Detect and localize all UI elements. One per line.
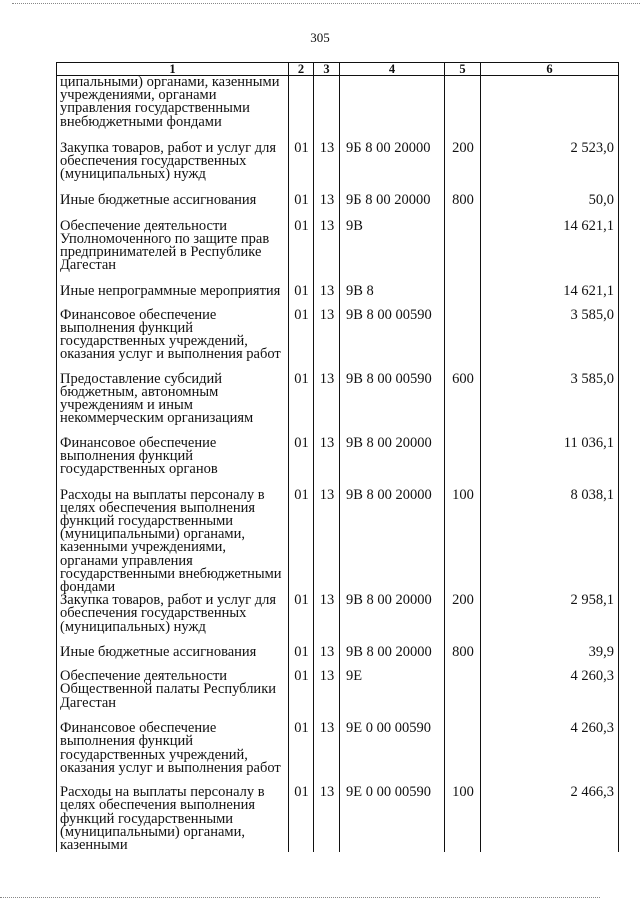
table-row bbox=[57, 489, 619, 595]
row-target-code: 9Е 0 00 00590 bbox=[340, 722, 445, 786]
row-subsection: 13 bbox=[314, 309, 340, 373]
row-section: 01 bbox=[289, 489, 314, 595]
row-expense-type: 200 bbox=[445, 142, 481, 194]
row-section: 01 bbox=[289, 309, 314, 373]
row-subsection: 13 bbox=[314, 670, 340, 722]
row-subsection: 13 bbox=[314, 594, 340, 646]
table-row bbox=[57, 76, 619, 142]
row-expense-type bbox=[445, 437, 481, 489]
row-expense-type bbox=[445, 220, 481, 285]
table-row bbox=[57, 194, 619, 220]
table-row bbox=[57, 646, 619, 670]
row-amount: 14 621,1 bbox=[481, 285, 619, 309]
row-amount: 2 958,1 bbox=[481, 594, 619, 646]
page-number: 305 bbox=[310, 30, 330, 45]
table-row bbox=[57, 786, 619, 852]
row-target-code: 9Б 8 00 20000 bbox=[340, 142, 445, 194]
table-row bbox=[57, 670, 619, 722]
row-description: Финансовое обеспечение выполнения функций государственных органов bbox=[57, 437, 289, 489]
row-subsection: 13 bbox=[314, 142, 340, 194]
row-subsection: 13 bbox=[314, 220, 340, 285]
row-description: Обеспечение деятельности Уполномоченного по защите прав предпринимателей в Республике Дагестан bbox=[57, 220, 289, 285]
row-subsection: 13 bbox=[314, 194, 340, 220]
table-row bbox=[57, 220, 619, 285]
table-row bbox=[57, 594, 619, 646]
header-col-5: 5 bbox=[445, 63, 481, 76]
table-row bbox=[57, 373, 619, 437]
row-description: Закупка товаров, работ и услуг для обеспечения государственных (муниципальных) нужд bbox=[57, 142, 289, 194]
row-description: Расходы на выплаты персоналу в целях обеспечения выполнения функций государственными (муниципальными) органами, казенными учреждениями, органами управления государственными внебюджетными фондами bbox=[57, 489, 289, 595]
row-section: 01 bbox=[289, 220, 314, 285]
row-target-code: 9В 8 00 00590 bbox=[340, 309, 445, 373]
row-amount: 39,9 bbox=[481, 646, 619, 670]
row-expense-type bbox=[445, 76, 481, 142]
header-col-1: 1 bbox=[57, 63, 289, 76]
row-expense-type bbox=[445, 670, 481, 722]
row-section: 01 bbox=[289, 646, 314, 670]
row-expense-type: 100 bbox=[445, 786, 481, 852]
row-subsection: 13 bbox=[314, 786, 340, 852]
row-section bbox=[289, 76, 314, 142]
row-description: Финансовое обеспечение выполнения функций государственных учреждений, оказания услуг и выполнения работ bbox=[57, 722, 289, 786]
row-expense-type: 600 bbox=[445, 373, 481, 437]
table-row bbox=[57, 285, 619, 309]
table-row bbox=[57, 142, 619, 194]
table-row bbox=[57, 722, 619, 786]
row-target-code: 9Б 8 00 20000 bbox=[340, 194, 445, 220]
row-expense-type: 800 bbox=[445, 646, 481, 670]
row-target-code: 9В bbox=[340, 220, 445, 285]
scan-bottom-edge bbox=[0, 897, 600, 898]
row-amount: 3 585,0 bbox=[481, 309, 619, 373]
row-expense-type: 200 bbox=[445, 594, 481, 646]
row-target-code bbox=[340, 76, 445, 142]
header-col-4: 4 bbox=[340, 63, 445, 76]
row-amount: 3 585,0 bbox=[481, 373, 619, 437]
row-amount: 8 038,1 bbox=[481, 489, 619, 595]
row-expense-type: 800 bbox=[445, 194, 481, 220]
row-subsection: 13 bbox=[314, 285, 340, 309]
row-subsection: 13 bbox=[314, 722, 340, 786]
row-expense-type: 100 bbox=[445, 489, 481, 595]
row-section: 01 bbox=[289, 373, 314, 437]
header-col-6: 6 bbox=[481, 63, 619, 76]
row-subsection: 13 bbox=[314, 373, 340, 437]
row-subsection: 13 bbox=[314, 646, 340, 670]
row-amount: 2 466,3 bbox=[481, 786, 619, 852]
row-amount: 4 260,3 bbox=[481, 670, 619, 722]
row-subsection bbox=[314, 76, 340, 142]
row-description: Закупка товаров, работ и услуг для обеспечения государственных (муниципальных) нужд bbox=[57, 594, 289, 646]
row-description: Иные непрограммные мероприятия bbox=[57, 285, 289, 309]
scan-top-edge bbox=[12, 3, 640, 4]
row-target-code: 9В 8 00 20000 bbox=[340, 594, 445, 646]
row-amount: 14 621,1 bbox=[481, 220, 619, 285]
row-section: 01 bbox=[289, 285, 314, 309]
row-target-code: 9В 8 00 00590 bbox=[340, 373, 445, 437]
row-description: Иные бюджетные ассигнования bbox=[57, 194, 289, 220]
row-amount: 4 260,3 bbox=[481, 722, 619, 786]
row-description: Иные бюджетные ассигнования bbox=[57, 646, 289, 670]
row-target-code: 9В 8 00 20000 bbox=[340, 489, 445, 595]
row-amount: 50,0 bbox=[481, 194, 619, 220]
row-expense-type bbox=[445, 722, 481, 786]
header-col-3: 3 bbox=[314, 63, 340, 76]
row-section: 01 bbox=[289, 786, 314, 852]
row-target-code: 9Е bbox=[340, 670, 445, 722]
row-description: Предоставление субсидий бюджетным, автономным учреждениям и иным некоммерческим организациям bbox=[57, 373, 289, 437]
row-target-code: 9В 8 00 20000 bbox=[340, 437, 445, 489]
row-description: Финансовое обеспечение выполнения функций государственных учреждений, оказания услуг и выполнения работ bbox=[57, 309, 289, 373]
table-row bbox=[57, 309, 619, 373]
row-amount: 11 036,1 bbox=[481, 437, 619, 489]
table-row bbox=[57, 437, 619, 489]
row-target-code: 9В 8 bbox=[340, 285, 445, 309]
row-subsection: 13 bbox=[314, 489, 340, 595]
header-col-2: 2 bbox=[289, 63, 314, 76]
row-section: 01 bbox=[289, 437, 314, 489]
row-amount: 2 523,0 bbox=[481, 142, 619, 194]
row-description: ципальными) органами, казенными учреждениями, органами управления государственными внебюджетными фондами bbox=[57, 76, 289, 142]
row-amount bbox=[481, 76, 619, 142]
budget-table bbox=[56, 62, 619, 852]
row-expense-type bbox=[445, 285, 481, 309]
row-section: 01 bbox=[289, 194, 314, 220]
row-section: 01 bbox=[289, 142, 314, 194]
row-section: 01 bbox=[289, 670, 314, 722]
row-subsection: 13 bbox=[314, 437, 340, 489]
row-expense-type bbox=[445, 309, 481, 373]
row-section: 01 bbox=[289, 722, 314, 786]
row-description: Расходы на выплаты персоналу в целях обеспечения выполнения функций государственными (муниципальными) органами, казенными bbox=[57, 786, 289, 852]
row-target-code: 9Е 0 00 00590 bbox=[340, 786, 445, 852]
row-section: 01 bbox=[289, 594, 314, 646]
row-target-code: 9В 8 00 20000 bbox=[340, 646, 445, 670]
row-description: Обеспечение деятельности Общественной палаты Республики Дагестан bbox=[57, 670, 289, 722]
